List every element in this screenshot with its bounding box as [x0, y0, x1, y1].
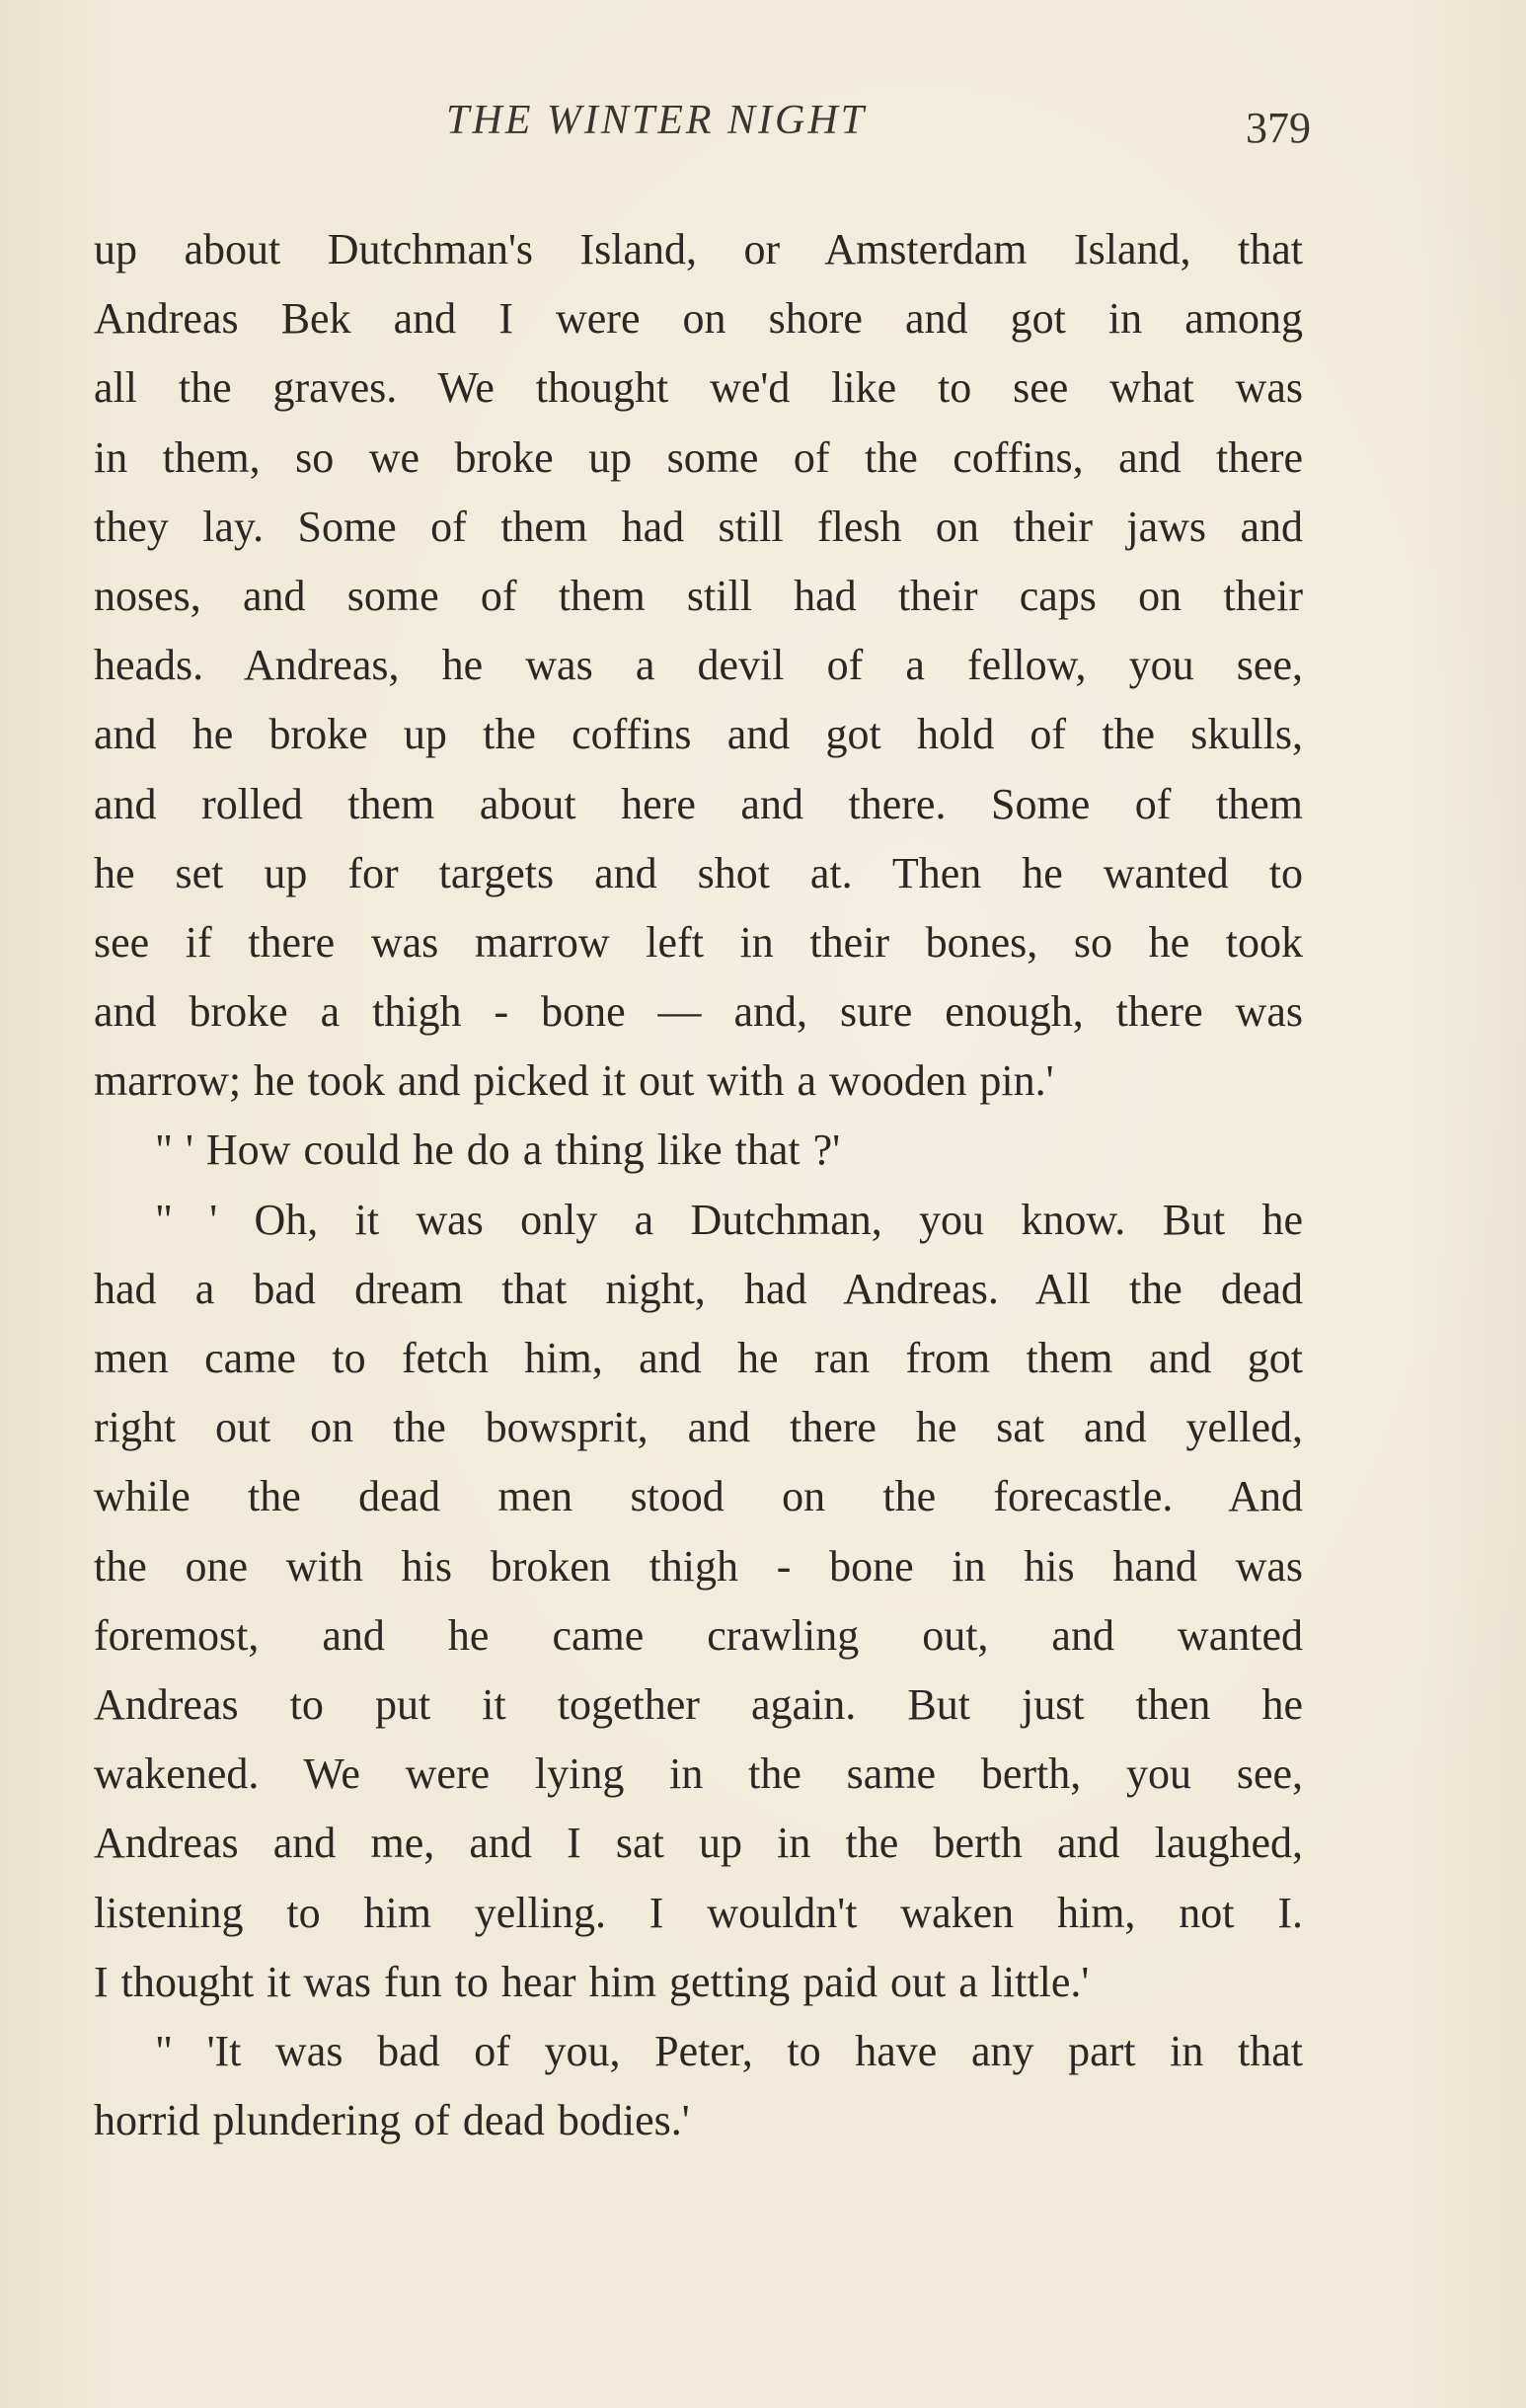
text-line: horrid plundering of dead bodies.' [94, 2096, 690, 2145]
text-line: and rolled them about here and there. Some of them [94, 779, 1303, 828]
text-line: up about Dutchman's Island, or Amsterdam Island, that [94, 225, 1303, 273]
text-line: noses, and some of them still had their caps on their [94, 571, 1303, 620]
text-line: I thought it was fun to hear him getting paid out a little.' [94, 1957, 1090, 2006]
text-line: while the dead men stood on the forecastle. And [94, 1472, 1303, 1521]
text-line: foremost, and he came crawling out, and wanted [94, 1610, 1303, 1660]
text-line: in them, so we broke up some of the coffins, and there [94, 432, 1303, 482]
text-line: Andreas to put it together again. But just then he [94, 1679, 1303, 1729]
text-line: " ' Oh, it was only a Dutchman, you know. But he [155, 1195, 1303, 1244]
text-line: all the graves. We thought we'd like to see what was [94, 363, 1303, 413]
text-line: and broke a thigh - bone — and, sure enough, there was [94, 987, 1303, 1037]
text-line: right out on the bowsprit, and there he sat and yelled, [94, 1403, 1303, 1452]
text-line: wakened. We were lying in the same berth, you see, [94, 1749, 1303, 1799]
text-line: " 'It was bad of you, Peter, to have any part in that [155, 2026, 1303, 2075]
text-line: had a bad dream that night, had Andreas. All the dead [94, 1264, 1303, 1313]
body-text [94, 215, 1303, 2155]
page-number: 379 [1246, 104, 1311, 152]
text-line: heads. Andreas, he was a devil of a fellow, you see, [94, 641, 1303, 690]
text-line: the one with his broken thigh - bone in his hand was [94, 1541, 1303, 1591]
text-line: Andreas and me, and I sat up in the berth and laughed, [94, 1819, 1303, 1868]
text-line: marrow; he took and picked it out with a wooden pin.' [94, 1056, 1054, 1106]
text-line: listening to him yelling. I wouldn't waken him, not I. [94, 1888, 1303, 1937]
text-line: men came to fetch him, and he ran from them and got [94, 1334, 1303, 1382]
text-line: he set up for targets and shot at. Then he wanted to [94, 848, 1303, 897]
text-line: they lay. Some of them had still flesh on their jaws and [94, 502, 1303, 551]
text-line: see if there was marrow left in their bones, so he took [94, 917, 1303, 967]
text-line: and he broke up the coffins and got hold of the skulls, [94, 710, 1303, 759]
running-head: THE WINTER NIGHT [446, 98, 868, 143]
text-line: " ' How could he do a thing like that ?' [155, 1126, 841, 1175]
text-line: Andreas Bek and I were on shore and got in among [94, 294, 1303, 344]
